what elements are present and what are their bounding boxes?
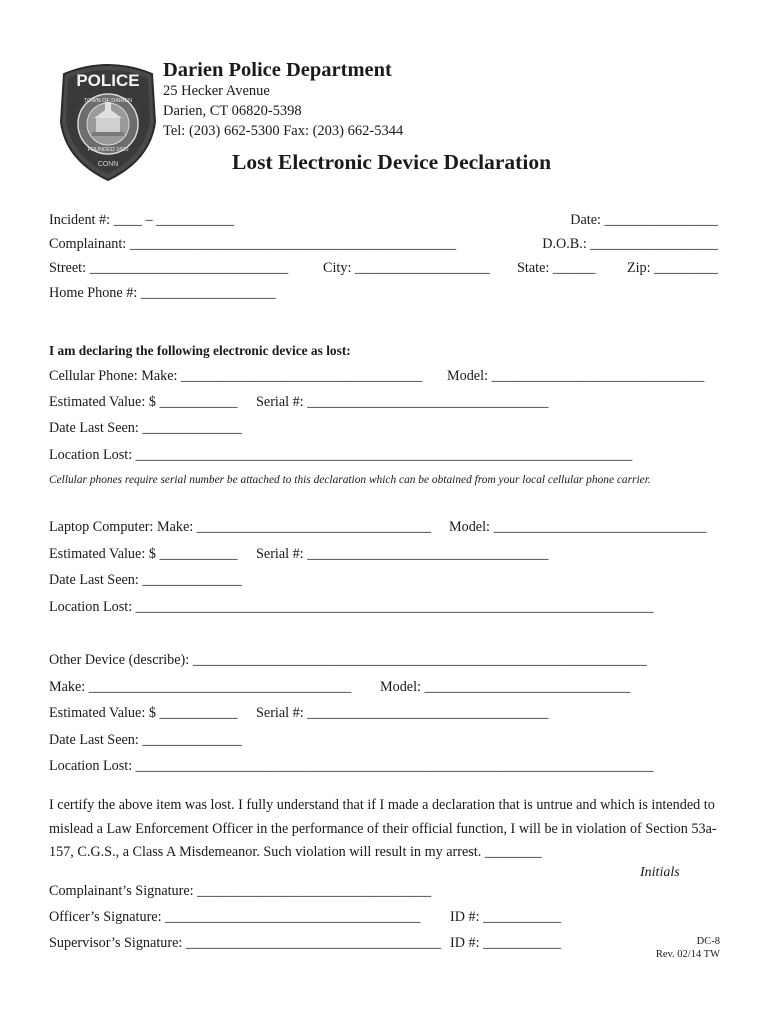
other-date-seen-field[interactable]: Date Last Seen: ______________ (49, 732, 242, 748)
incident-number-field[interactable]: Incident #: ____ – ___________ (49, 212, 235, 228)
address-line-2: Darien, CT 06820-5398 (163, 103, 302, 119)
supervisor-signature-field[interactable]: Supervisor’s Signature: ____________________________________ (49, 935, 442, 951)
form-revision: Rev. 02/14 TW (655, 949, 720, 960)
cellular-note: Cellular phones require serial number be attached to this declaration which can be obtained from your local cellular phone carrier. (49, 474, 651, 486)
cellular-make-field[interactable]: Cellular Phone: Make: __________________________________ (49, 368, 423, 384)
dob-field[interactable]: D.O.B.: __________________ (542, 236, 718, 252)
officer-signature-field[interactable]: Officer’s Signature: ____________________________________ (49, 909, 421, 925)
officer-id-field[interactable]: ID #: ___________ (450, 909, 562, 925)
complainant-signature-field[interactable]: Complainant’s Signature: _________________________________ (49, 883, 432, 899)
city-field[interactable]: City: ___________________ (323, 260, 490, 276)
home-phone-field[interactable]: Home Phone #: ___________________ (49, 285, 276, 301)
laptop-model-field[interactable]: Model: ______________________________ (449, 519, 707, 535)
badge-year-text: FOUNDED 1820 (87, 147, 129, 153)
cellular-serial-field[interactable]: Serial #: __________________________________ (256, 394, 549, 410)
street-field[interactable]: Street: ____________________________ (49, 260, 289, 276)
form-code: DC-8 (696, 936, 720, 947)
date-field[interactable]: Date: ________________ (570, 212, 718, 228)
form-title: Lost Electronic Device Declaration (232, 150, 552, 174)
laptop-make-field[interactable]: Laptop Computer: Make: _________________________________ (49, 519, 431, 535)
department-name: Darien Police Department (163, 59, 392, 81)
phone-fax-line: Tel: (203) 662-5300 Fax: (203) 662-5344 (163, 123, 404, 139)
other-model-field[interactable]: Model: _____________________________ (380, 679, 631, 695)
other-make-field[interactable]: Make: _____________________________________ (49, 679, 352, 695)
badge-bottom-text: CONN (97, 161, 119, 168)
badge-ring-text: TOWN OF DARIEN (83, 98, 133, 104)
cellular-date-seen-field[interactable]: Date Last Seen: ______________ (49, 420, 242, 436)
laptop-date-seen-field[interactable]: Date Last Seen: ______________ (49, 572, 242, 588)
badge-top-text: POLICE (76, 71, 140, 90)
certification-statement: I certify the above item was lost. I fully understand that if I made a declaration that is untrue and which is intended to mislead a Law Enforcement Officer in the performance of their official function, I will be in violation of Section 53a-157, C.G.S., a Class A Misdemeanor. Such violation will result in my arrest. ________ (49, 797, 717, 860)
other-describe-field[interactable]: Other Device (describe): ________________________________________________________________ (49, 652, 647, 668)
other-location-field[interactable]: Location Lost: _________________________________________________________________________ (49, 758, 654, 774)
other-value-field[interactable]: Estimated Value: $ ___________ (49, 705, 238, 721)
initials-label: Initials (640, 865, 680, 880)
laptop-location-field[interactable]: Location Lost: _________________________________________________________________________ (49, 599, 654, 615)
address-line-1: 25 Hecker Avenue (163, 83, 270, 99)
zip-field[interactable]: Zip: _________ (626, 260, 718, 276)
complainant-field[interactable]: Complainant: ______________________________________________ (49, 236, 457, 252)
laptop-serial-field[interactable]: Serial #: __________________________________ (256, 546, 549, 562)
cellular-model-field[interactable]: Model: ______________________________ (447, 368, 705, 384)
laptop-value-field[interactable]: Estimated Value: $ ___________ (49, 546, 238, 562)
supervisor-id-field[interactable]: ID #: ___________ (450, 935, 562, 951)
cellular-value-field[interactable]: Estimated Value: $ ___________ (49, 394, 238, 410)
state-field[interactable]: State: ______ (517, 260, 596, 276)
cellular-location-field[interactable]: Location Lost: ______________________________________________________________________ (49, 447, 633, 463)
other-serial-field[interactable]: Serial #: __________________________________ (256, 705, 549, 721)
declaring-heading: I am declaring the following electronic device as lost: (49, 343, 351, 358)
police-badge-logo (58, 60, 158, 182)
